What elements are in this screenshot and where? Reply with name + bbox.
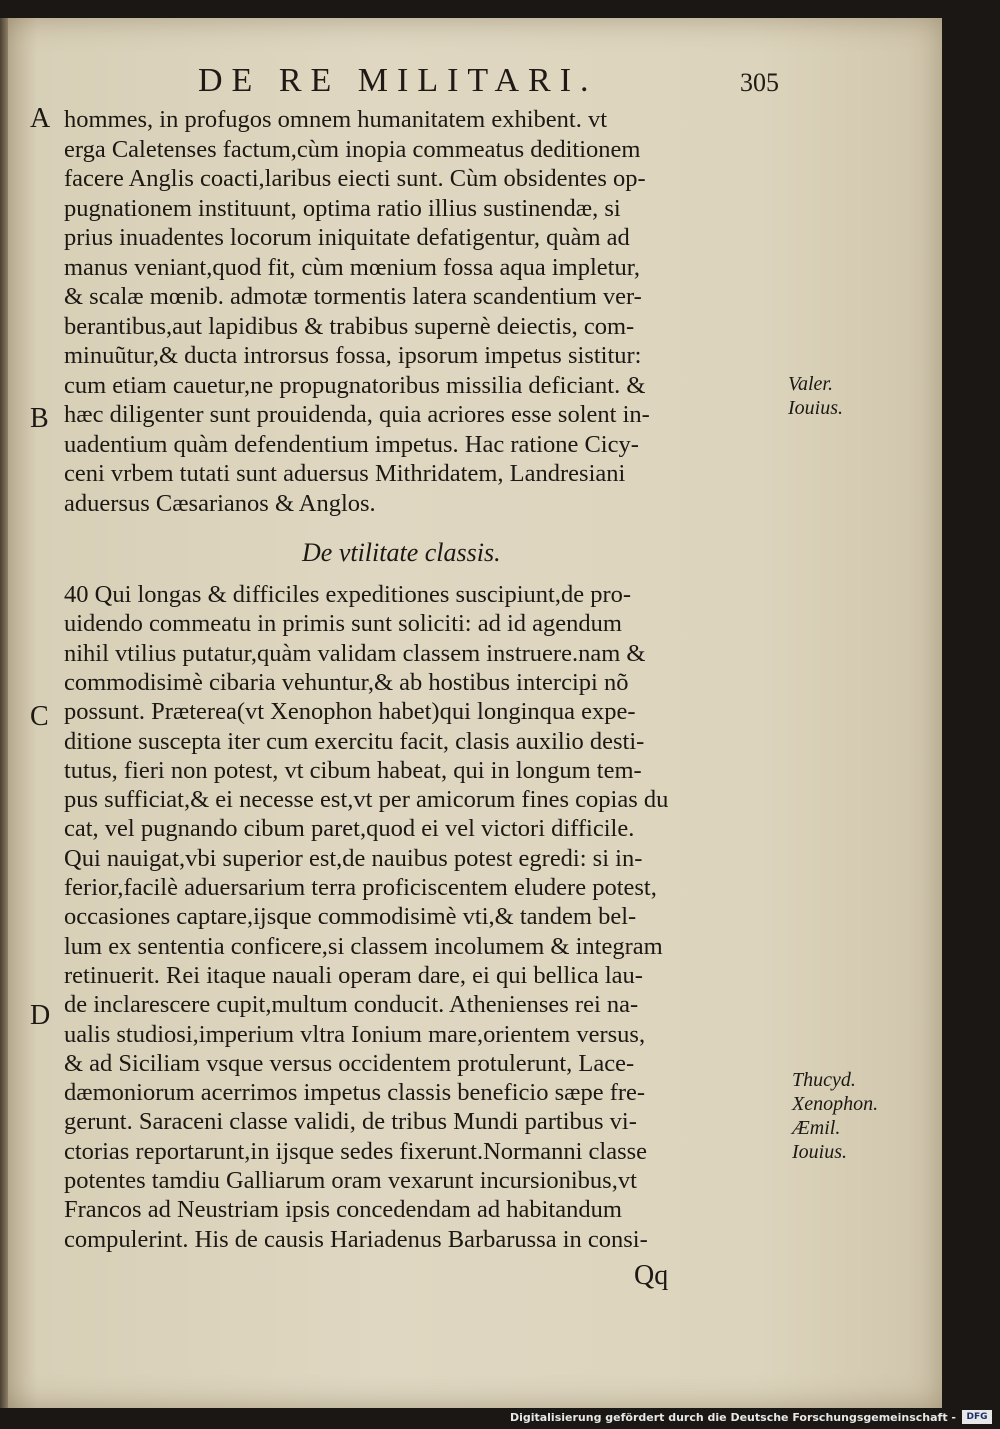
dfg-logo: DFG xyxy=(962,1410,992,1424)
section-marker-d: D xyxy=(30,1000,51,1031)
text-line: prius inuadentes locorum iniquitate defatigentur, quàm ad xyxy=(64,224,630,251)
text-line: ditione suscepta iter cum exercitu facit, clasis auxilio desti- xyxy=(64,727,645,755)
margin-note-line: Iouius. xyxy=(792,1141,847,1163)
text-line: potentes tamdiu Galliarum oram vexarunt incursionibus,vt xyxy=(64,1167,637,1194)
text-line: retinuerit. Rei itaque nauali operam dare, ei qui bellica lau- xyxy=(64,961,643,989)
margin-note-line: Thucyd. xyxy=(792,1069,856,1091)
running-header-title: DE RE MILITARI. xyxy=(198,62,598,99)
text-line: dæmoniorum acerrimos impetus classis beneficio sæpe fre- xyxy=(64,1079,646,1107)
text-line: uadentium quàm defendentium impetus. Hac ratione Cicy- xyxy=(64,430,639,458)
text-line: ceni vrbem tutati sunt aduersus Mithridatem, Landresiani xyxy=(64,460,626,487)
page-binding-edge xyxy=(0,18,8,1408)
text-line: & scalæ mœnib. admotæ tormentis latera scandentium ver- xyxy=(64,283,642,310)
text-line: nihil vtilius putatur,quàm validam classem instruere.nam & xyxy=(64,639,646,667)
text-line: hæc diligenter sunt prouidenda, quia acriores esse solent in- xyxy=(64,401,650,428)
text-line: 40 Qui longas & difficiles expeditiones suscipiunt,de pro- xyxy=(64,581,632,608)
text-line: uidendo commeatu in primis sunt soliciti: ad id agendum xyxy=(64,610,622,638)
text-line: berantibus,aut lapidibus & trabibus supernè deiectis, com- xyxy=(64,312,635,340)
text-line: & ad Siciliam vsque versus occidentem protulerunt, Lace- xyxy=(64,1049,635,1077)
section-marker-c: C xyxy=(30,701,49,732)
text-line: lum ex sententia conficere,si classem incolumem & integram xyxy=(64,932,663,960)
text-line: ualis studiosi,imperium vltra Ionium mare,orientem versus, xyxy=(64,1020,646,1048)
text-line: ctorias reportarunt,in ijsque sedes fixerunt.Normanni classe xyxy=(64,1137,648,1165)
margin-note-line: Æmil. xyxy=(792,1117,841,1139)
section-heading: De vtilitate classis. xyxy=(302,538,501,567)
text-line: Francos ad Neustriam ipsis concedendam ad habitandum xyxy=(64,1196,622,1224)
text-line: ferior,facilè aduersarium terra proficiscentem eludere potest, xyxy=(64,874,657,901)
text-line: manus veniant,quod fit, cùm mœnium fossa aqua impletur, xyxy=(64,253,641,281)
text-line: aduersus Cæsarianos & Anglos. xyxy=(64,489,376,517)
text-line: minuũtur,& ducta introrsus fossa, ipsorum impetus sistitur: xyxy=(64,342,642,369)
text-line: de inclarescere cupit,multum conducit. Athenienses rei na- xyxy=(64,991,639,1019)
text-line: pus sufficiat,& ei necesse est,vt per amicorum fines copias du xyxy=(64,786,669,814)
page-number: 305 xyxy=(740,68,779,97)
text-line: cat, vel pugnando cibum paret,quod ei vel victori difficile. xyxy=(64,815,635,843)
text-line: hommes, in profugos omnem humanitatem exhibent. vt xyxy=(64,106,607,133)
text-line: commodisimè cibaria vehuntur,& ab hostibus intercipi nõ xyxy=(64,668,629,696)
text-line: pugnationem instituunt, optima ratio illius sustinendæ, si xyxy=(64,194,621,222)
text-line: occasiones captare,ijsque commodisimè vti,& tandem bel- xyxy=(64,903,637,931)
margin-note-line: Iouius. xyxy=(788,397,843,419)
section-marker-a: A xyxy=(30,103,51,134)
text-line: compulerint. His de causis Hariadenus Barbarussa in consi- xyxy=(64,1225,648,1253)
text-line: erga Caletenses factum,cùm inopia commeatus deditionem xyxy=(64,135,641,163)
margin-note-line: Xenophon. xyxy=(792,1093,879,1115)
section-marker-b: B xyxy=(30,403,49,434)
margin-note-thucyd xyxy=(792,1068,878,1164)
text-line: Qui nauigat,vbi superior est,de nauibus potest egredi: si in- xyxy=(64,844,643,872)
text-line: gerunt. Saraceni classe validi, de tribus Mundi partibus vi- xyxy=(64,1108,637,1136)
digitization-credit: Digitalisierung gefördert durch die Deutsche Forschungsgemeinschaft - xyxy=(509,1411,956,1424)
margin-note-line: Valer. xyxy=(788,373,833,395)
signature-mark: Qq xyxy=(634,1260,669,1291)
margin-note-valerius xyxy=(788,372,843,420)
text-line: tutus, fieri non potest, vt cibum habeat, qui in longum tem- xyxy=(64,756,642,784)
text-line: cum etiam cauetur,ne propugnatoribus missilia deficiant. & xyxy=(64,371,646,399)
text-line: facere Anglis coacti,laribus eiecti sunt. Cùm obsidentes op- xyxy=(64,165,646,192)
text-line: possunt. Præterea(vt Xenophon habet)qui longinqua expe- xyxy=(64,698,636,726)
